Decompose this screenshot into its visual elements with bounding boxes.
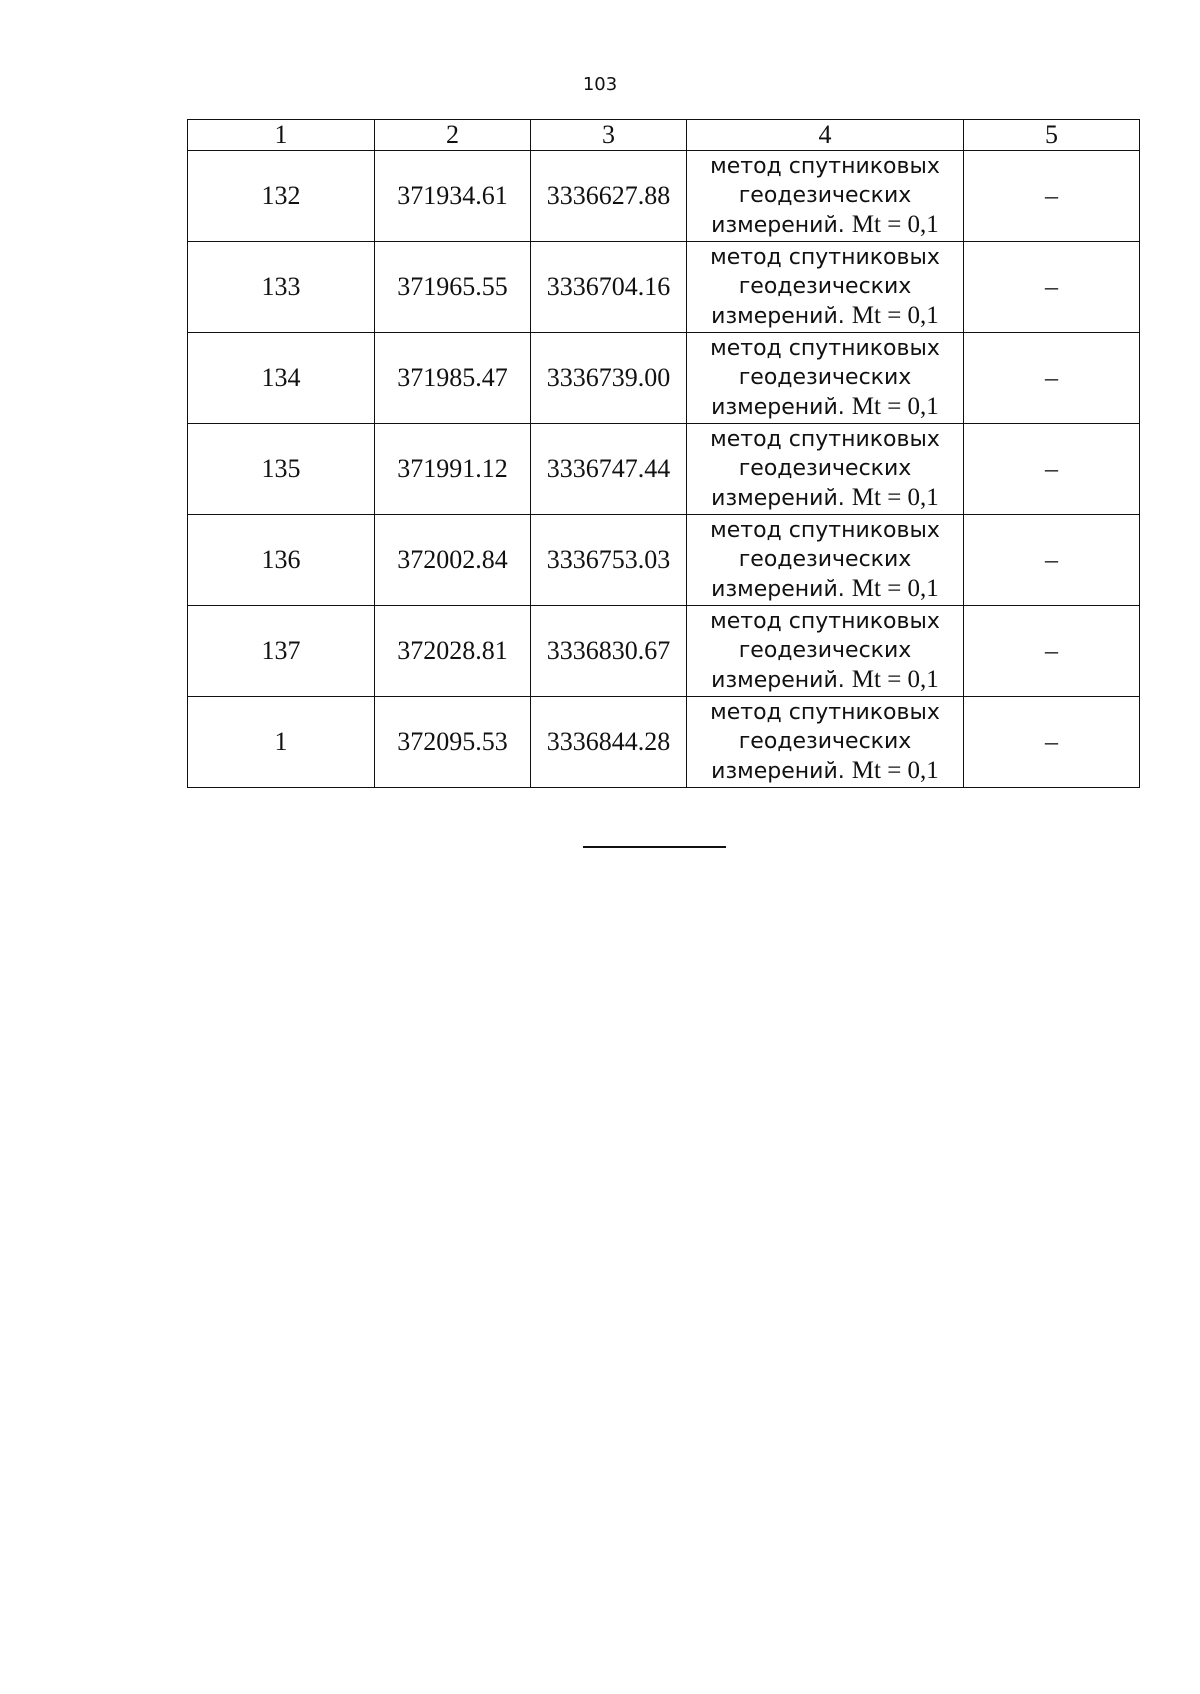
point-number-cell: 1 <box>188 697 375 788</box>
method-cell <box>687 424 964 515</box>
method-cell <box>687 697 964 788</box>
method-line-text: измерений. <box>711 577 845 602</box>
y-coordinate-cell: 3336739.00 <box>531 333 687 424</box>
table-row <box>188 424 1140 515</box>
method-cell <box>687 333 964 424</box>
method-cell <box>687 606 964 697</box>
method-line: метод спутниковых <box>710 427 940 452</box>
note-cell: – <box>964 424 1140 515</box>
method-cell <box>687 515 964 606</box>
x-coordinate-cell: 371985.47 <box>375 333 531 424</box>
table-body <box>188 151 1140 788</box>
point-number-cell: 132 <box>188 151 375 242</box>
point-number-cell: 134 <box>188 333 375 424</box>
table-row <box>188 242 1140 333</box>
y-coordinate-cell: 3336753.03 <box>531 515 687 606</box>
method-line: метод спутниковых <box>710 700 940 725</box>
method-line: геодезических <box>738 365 912 390</box>
table-header-row <box>188 120 1140 151</box>
note-cell: – <box>964 515 1140 606</box>
y-coordinate-cell: 3336747.44 <box>531 424 687 515</box>
point-number-cell: 136 <box>188 515 375 606</box>
method-line-text: измерений. <box>711 304 845 329</box>
method-line <box>687 392 963 422</box>
header-cell: 5 <box>964 120 1140 151</box>
x-coordinate-cell: 371965.55 <box>375 242 531 333</box>
method-line: метод спутниковых <box>710 245 940 270</box>
point-number-cell: 137 <box>188 606 375 697</box>
accuracy-value: Mt = 0,1 <box>851 211 939 238</box>
method-line: геодезических <box>738 729 912 754</box>
x-coordinate-cell: 371934.61 <box>375 151 531 242</box>
note-cell: – <box>964 333 1140 424</box>
table-row <box>188 151 1140 242</box>
coordinates-table <box>187 119 1140 788</box>
method-line-text: измерений. <box>711 395 845 420</box>
accuracy-value: Mt = 0,1 <box>851 666 939 693</box>
y-coordinate-cell: 3336627.88 <box>531 151 687 242</box>
note-cell: – <box>964 606 1140 697</box>
method-line: геодезических <box>738 274 912 299</box>
page-number: 103 <box>582 74 618 95</box>
method-line <box>687 483 963 513</box>
note-cell: – <box>964 151 1140 242</box>
method-line: метод спутниковых <box>710 154 940 179</box>
method-line: метод спутниковых <box>710 609 940 634</box>
accuracy-value: Mt = 0,1 <box>851 575 939 602</box>
table-row <box>188 606 1140 697</box>
method-line <box>687 756 963 786</box>
method-line-text: измерений. <box>711 486 845 511</box>
note-cell: – <box>964 697 1140 788</box>
method-line: геодезических <box>738 638 912 663</box>
header-cell: 1 <box>188 120 375 151</box>
header-cell: 2 <box>375 120 531 151</box>
method-line: геодезических <box>738 456 912 481</box>
method-cell <box>687 151 964 242</box>
header-cell: 3 <box>531 120 687 151</box>
x-coordinate-cell: 371991.12 <box>375 424 531 515</box>
method-line: метод спутниковых <box>710 518 940 543</box>
y-coordinate-cell: 3336704.16 <box>531 242 687 333</box>
method-line <box>687 301 963 331</box>
method-line-text: измерений. <box>711 668 845 693</box>
method-line <box>687 210 963 240</box>
accuracy-value: Mt = 0,1 <box>851 302 939 329</box>
y-coordinate-cell: 3336844.28 <box>531 697 687 788</box>
table-row <box>188 515 1140 606</box>
accuracy-value: Mt = 0,1 <box>851 393 939 420</box>
method-line <box>687 665 963 695</box>
table-row <box>188 697 1140 788</box>
x-coordinate-cell: 372028.81 <box>375 606 531 697</box>
method-line: геодезических <box>738 547 912 572</box>
method-line-text: измерений. <box>711 759 845 784</box>
method-line: метод спутниковых <box>710 336 940 361</box>
accuracy-value: Mt = 0,1 <box>851 484 939 511</box>
accuracy-value: Mt = 0,1 <box>851 757 939 784</box>
note-cell: – <box>964 242 1140 333</box>
method-line: геодезических <box>738 183 912 208</box>
y-coordinate-cell: 3336830.67 <box>531 606 687 697</box>
header-cell: 4 <box>687 120 964 151</box>
table-row <box>188 333 1140 424</box>
point-number-cell: 133 <box>188 242 375 333</box>
method-line-text: измерений. <box>711 213 845 238</box>
x-coordinate-cell: 372095.53 <box>375 697 531 788</box>
end-of-table-rule <box>583 846 726 848</box>
x-coordinate-cell: 372002.84 <box>375 515 531 606</box>
method-cell <box>687 242 964 333</box>
point-number-cell: 135 <box>188 424 375 515</box>
method-line <box>687 574 963 604</box>
